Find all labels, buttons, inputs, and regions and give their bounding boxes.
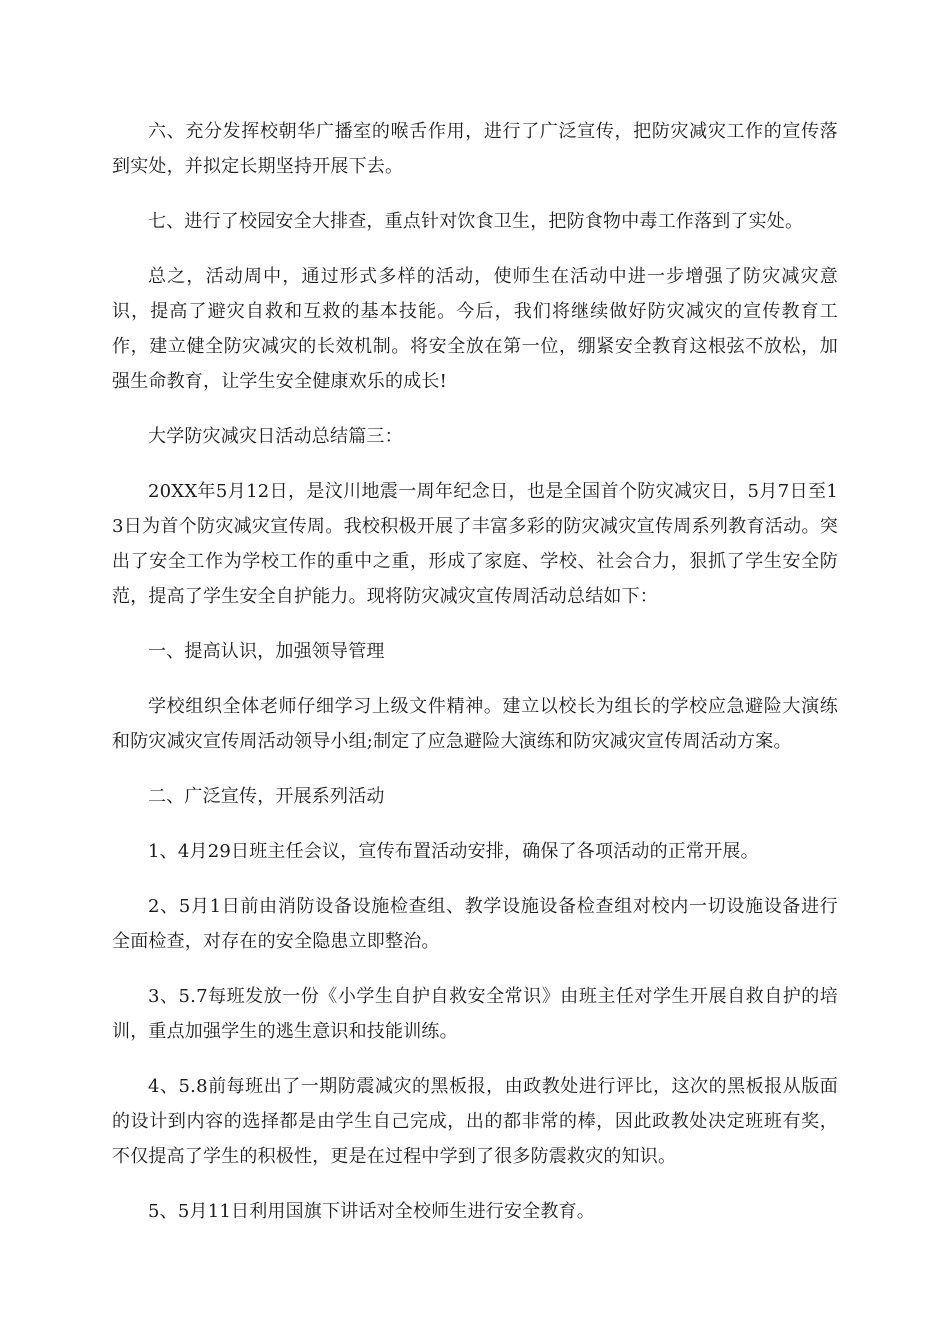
list-item-4: 4、5.8前每班出了一期防震减灾的黑板报，由政教处进行评比，这次的黑板报从版面的设计到内容的选择都是由学生自己完成，出的都非常的棒，因此政教处决定班班有奖，不仅提高了学生的积极性，更是在过程中学到了很多防震救灾的知识。 [112,1076,838,1167]
paragraph-conclusion: 总之，活动周中，通过形式多样的活动，使师生在活动中进一步增强了防灾减灾意识，提高了避灾自救和互救的基本技能。今后，我们将继续做好防灾减灾的宣传教育工作，建立健全防灾减灾的长效机制。将安全放在第一位，绷紧安全教育这根弦不放松，加强生命教育，让学生安全健康欢乐的成长! [112,266,838,392]
heading-section-one: 一、提高认识，加强领导管理 [148,641,385,662]
heading-part-three: 大学防灾减灾日活动总结篇三： [148,426,403,447]
heading-section-two: 二、广泛宣传，开展系列活动 [148,786,385,807]
list-item-5: 5、5月11日利用国旗下讲话对全校师生进行安全教育。 [148,1201,596,1222]
paragraph-intro: 20XX年5月12日，是汶川地震一周年纪念日，也是全国首个防灾减灾日，5月7日至13日为首个防灾减灾宣传周。我校积极开展了丰富多彩的防灾减灾宣传周系列教育活动。突出了安全工作为学校工作的重中之重，形成了家庭、学校、社会合力，狠抓了学生安全防范，提高了学生安全自护能力。现将防灾减灾宣传周活动总结如下： [112,481,838,607]
list-item-2: 2、5月1日前由消防设备设施检查组、教学设施设备检查组对校内一切设施设备进行全面检查，对存在的安全隐患立即整治。 [112,896,838,952]
list-item-1: 1、4月29日班主任会议，宣传布置活动安排，确保了各项活动的正常开展。 [148,841,759,862]
list-item-3: 3、5.7每班发放一份《小学生自护自救安全常识》由班主任对学生开展自救自护的培训，重点加强学生的逃生意识和技能训练。 [112,986,838,1042]
paragraph-section-one: 学校组织全体老师仔细学习上级文件精神。建立以校长为组长的学校应急避险大演练和防灾减灾宣传周活动领导小组;制定了应急避险大演练和防灾减灾宣传周活动方案。 [112,696,838,752]
paragraph-section-six: 六、充分发挥校朝华广播室的喉舌作用，进行了广泛宣传，把防灾减灾工作的宣传落到实处，并拟定长期坚持开展下去。 [112,121,838,177]
document-page [112,114,838,1249]
paragraph-section-seven: 七、进行了校园安全大排查，重点针对饮食卫生，把防食物中毒工作落到了实处。 [148,211,804,232]
